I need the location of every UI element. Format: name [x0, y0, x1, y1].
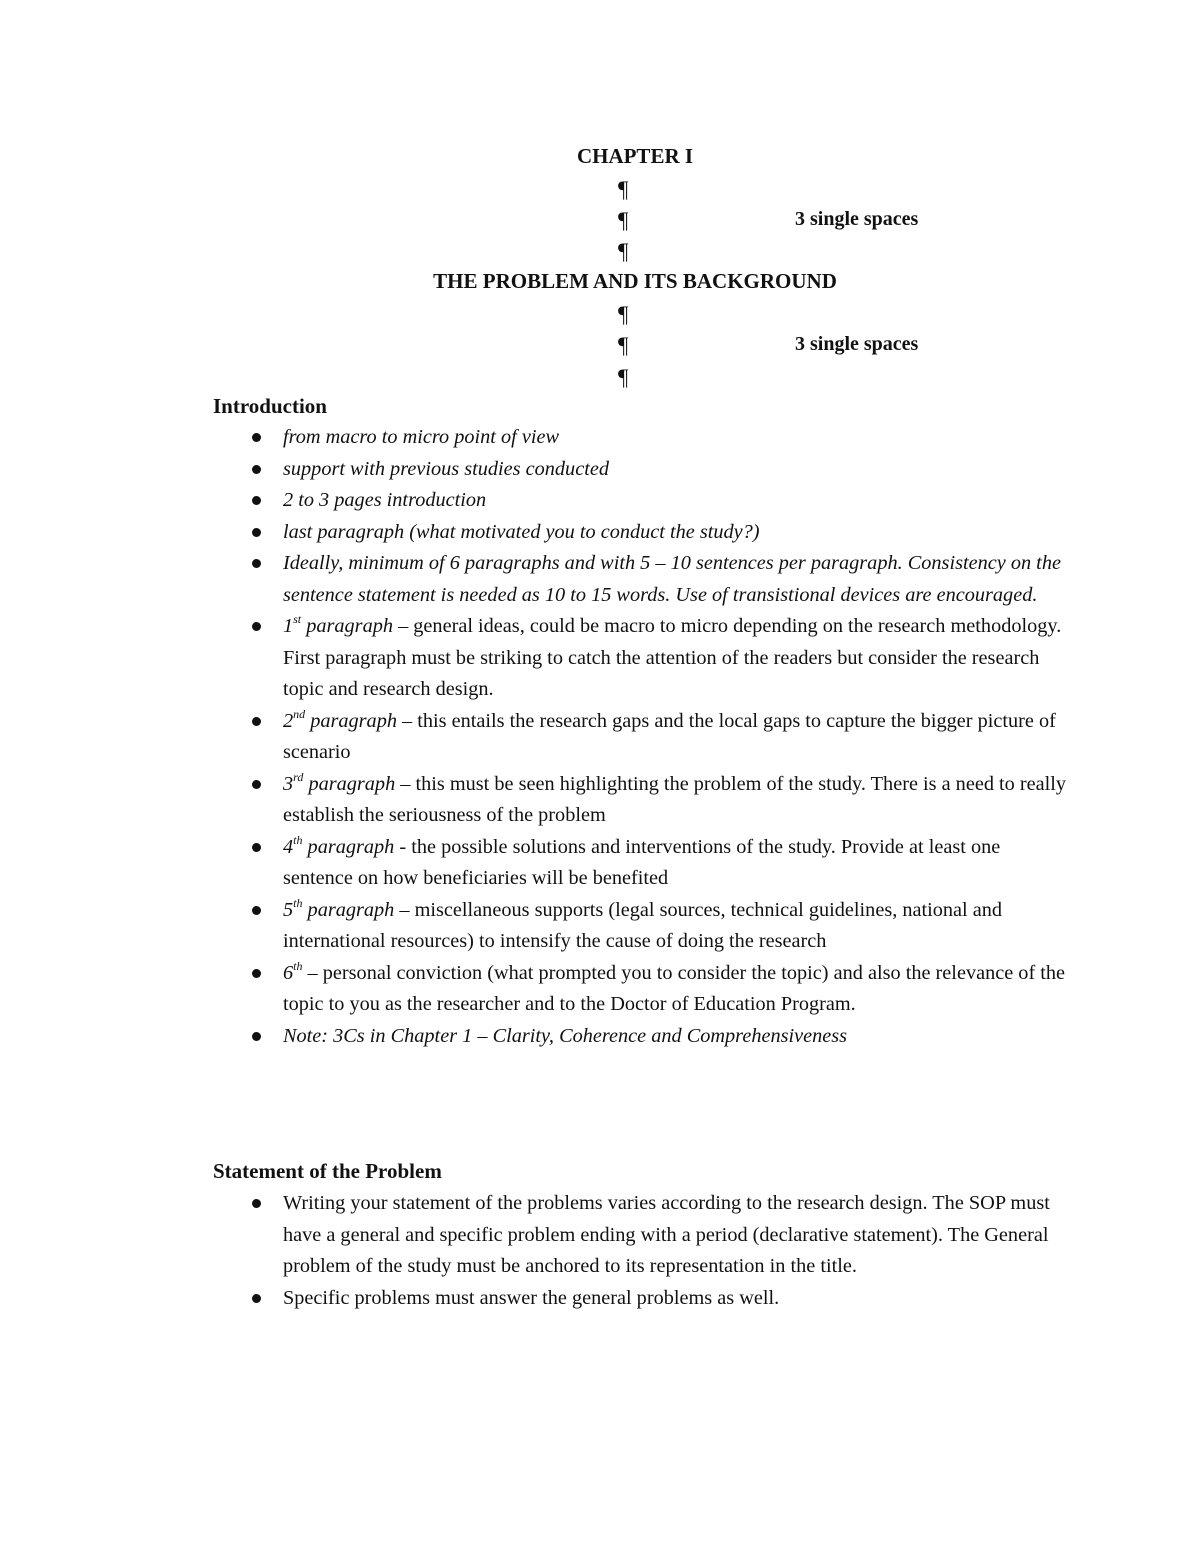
paragraph-label: 3rd paragraph: [283, 769, 396, 795]
bullet-icon: [252, 843, 261, 852]
bullet-icon: [252, 969, 261, 978]
list-item: [0, 1283, 1200, 1315]
ordinal-suffix: rd: [293, 769, 304, 784]
item-text: Note: 3Cs in Chapter 1 – Clarity, Coherence and Comprehensiveness: [283, 1024, 848, 1047]
item-text: – this entails the research gaps and the local gaps to capture the bigger picture of scenario: [283, 709, 1056, 763]
pilcrow-mark: ¶: [618, 333, 629, 358]
ordinal-suffix: th: [293, 832, 303, 847]
statement-list: [0, 1188, 1200, 1314]
main-title: THE PROBLEM AND ITS BACKGROUND: [433, 269, 837, 293]
item-text: – this must be seen highlighting the problem of the study. There is a need to really establish the seriousness of the problem: [283, 772, 1067, 826]
statement-heading: Statement of the Problem: [213, 1159, 442, 1183]
pilcrow-mark: ¶: [618, 208, 629, 233]
pilcrow-mark: ¶: [618, 302, 629, 327]
bullet-icon: [252, 906, 261, 915]
bullet-icon: [252, 496, 261, 505]
bullet-icon: [252, 1199, 261, 1208]
bullet-icon: [252, 433, 261, 442]
item-text: – personal conviction (what prompted you to consider the topic) and also the relevance of the topic to you as the researcher and to the Doctor of Education Program.: [283, 961, 1066, 1015]
spacing-note: 3 single spaces: [795, 333, 919, 355]
list-item: [0, 485, 1200, 517]
list-item: [0, 1188, 1200, 1283]
spacing-note: 3 single spaces: [795, 208, 919, 230]
bullet-icon: [252, 622, 261, 631]
item-text: last paragraph (what motivated you to conduct the study?): [283, 520, 760, 543]
list-item: [0, 1021, 1200, 1053]
bullet-icon: [252, 465, 261, 474]
introduction-list: [0, 422, 1200, 1052]
list-item: [0, 548, 1200, 611]
pilcrow-mark: ¶: [618, 177, 629, 202]
list-item: [0, 611, 1200, 706]
item-text: Writing your statement of the problems varies according to the research design. The SOP must have a general and specific problem ending with a period (declarative statement). The General problem of the study must be anchored to its representation in the title.: [283, 1192, 1050, 1277]
bullet-icon: [252, 1294, 261, 1303]
item-text: 2 to 3 pages introduction: [283, 489, 487, 511]
chapter-title: CHAPTER I: [576, 144, 694, 168]
ordinal-suffix: nd: [293, 706, 306, 721]
list-item: [0, 422, 1200, 454]
paragraph-label: 6th: [283, 958, 303, 984]
pilcrow-mark: ¶: [618, 239, 629, 264]
paragraph-label: 5th paragraph: [283, 895, 395, 921]
list-item: [0, 706, 1200, 769]
bullet-icon: [252, 1032, 261, 1041]
list-item: [0, 769, 1200, 832]
list-item: [0, 454, 1200, 486]
item-text: - the possible solutions and interventions of the study. Provide at least one sentence on how beneficiaries will be benefited: [283, 835, 1001, 889]
bullet-icon: [252, 780, 261, 789]
item-text: support with previous studies conducted: [283, 457, 609, 480]
paragraph-label: 1st paragraph: [283, 612, 393, 637]
ordinal-suffix: th: [293, 958, 303, 973]
ordinal-suffix: th: [293, 895, 303, 910]
bullet-icon: [252, 559, 261, 568]
list-item: [0, 517, 1200, 549]
list-item: [0, 895, 1200, 958]
pilcrow-mark: ¶: [618, 365, 629, 390]
bullet-icon: [252, 717, 261, 726]
paragraph-label: 2nd paragraph: [283, 706, 397, 732]
item-text: – miscellaneous supports (legal sources, technical guidelines, national and international resources) to intensify the cause of doing the research: [283, 898, 1003, 952]
ordinal-suffix: st: [293, 612, 302, 627]
item-text: from macro to micro point of view: [283, 426, 560, 448]
introduction-heading: Introduction: [213, 394, 327, 418]
paragraph-label: 4th paragraph: [283, 832, 395, 858]
item-text: Ideally, minimum of 6 paragraphs and with 5 – 10 sentences per paragraph. Consistency on the sentence statement is needed as 10 to 15 words. Use of transistional devices are encouraged.: [283, 552, 1061, 606]
list-item: [0, 832, 1200, 895]
bullet-icon: [252, 528, 261, 537]
item-text: Specific problems must answer the general problems as well.: [283, 1286, 780, 1309]
item-text: – general ideas, could be macro to micro depending on the research methodology. First paragraph must be striking to catch the attention of the readers but consider the research topic and research design.: [283, 615, 1062, 700]
list-item: [0, 958, 1200, 1021]
